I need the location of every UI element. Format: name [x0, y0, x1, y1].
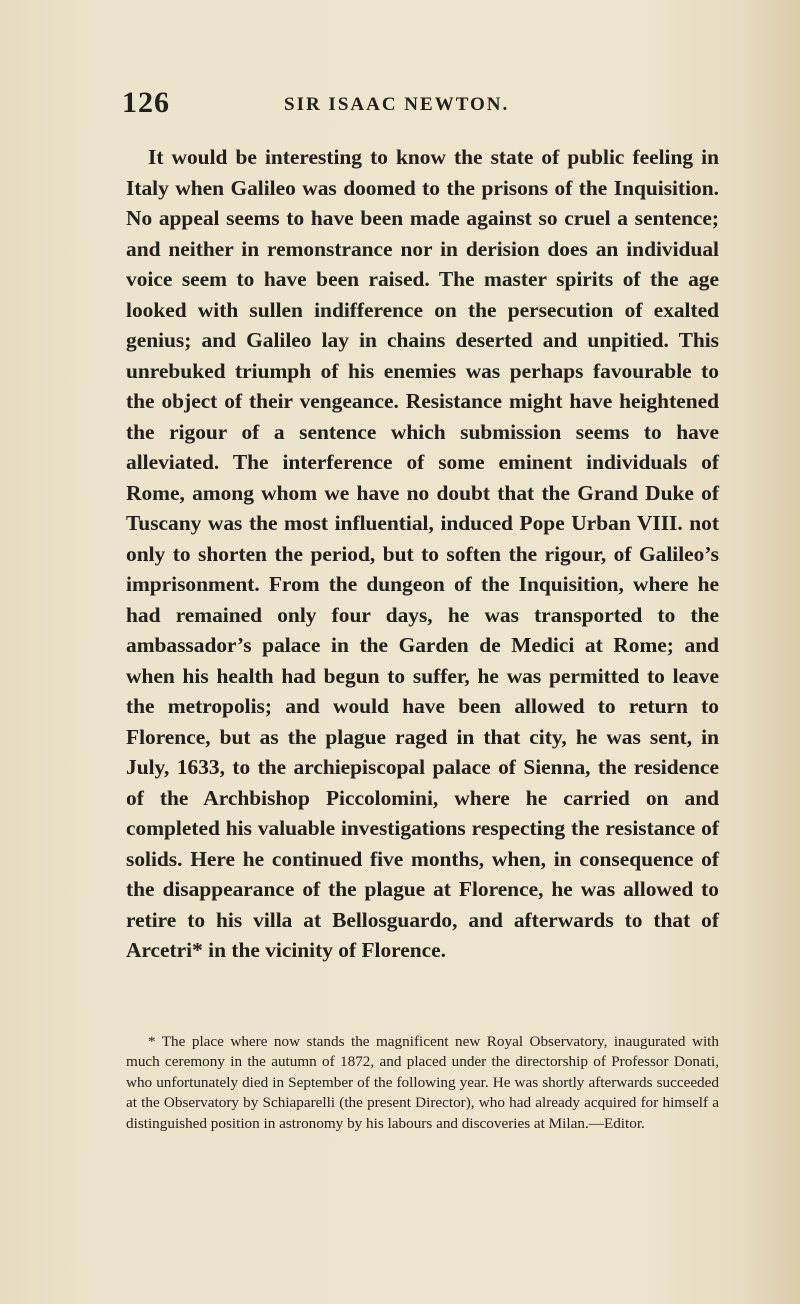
page-edge-shading	[740, 0, 800, 1304]
page-number: 126	[122, 86, 170, 119]
footnote: * The place where now stands the magnificent new Royal Observatory, inaugurated with much ceremony in the autumn of 1872, and placed under the directorship of Professor Donati, who unfortunately died in September of the following year. He was shortly afterwards succeeded at the Observatory by Schiaparelli (the present Director), who had already acquired for himself a distinguished position in astronomy by his labours and discoveries at Milan.—Editor.	[126, 1033, 719, 1132]
running-head	[122, 86, 712, 126]
body-paragraph: It would be interesting to know the state of public feeling in Italy when Galileo was doomed to the prisons of the Inquisition. No appeal seems to have been made against so cruel a sentence; and neither in remonstrance nor in derision does an individual voice seem to have been raised. The master spirits of the age looked with sullen indifference on the persecution of exalted genius; and Galileo lay in chains deserted and unpitied. This unrebuked triumph of his enemies was perhaps favourable to the object of their vengeance. Resistance might have heightened the rigour of a sentence which submission seems to have alleviated. The interference of some eminent individuals of Rome, among whom we have no doubt that the Grand Duke of Tuscany was the most influential, induced Pope Urban VIII. not only to shorten the period, but to soften the rigour, of Galileo’s imprisonment. From the dungeon of the Inquisition, where he had remained only four days, he was transported to the ambassador’s palace in the Garden de Medici at Rome; and when his health had begun to suffer, he was permitted to leave the metropolis; and would have been allowed to return to Florence, but as the plague raged in that city, he was sent, in July, 1633, to the archiepiscopal palace of Sienna, the residence of the Archbishop Piccolomini, where he carried on and completed his valuable investigations respecting the resistance of solids. Here he continued five months, when, in consequence of the disappearance of the plague at Florence, he was allowed to retire to his villa at Bellosguardo, and afterwards to that of Arcetri* in the vicinity of Florence.	[126, 145, 719, 962]
running-title: SIR ISAAC NEWTON.	[284, 94, 510, 115]
